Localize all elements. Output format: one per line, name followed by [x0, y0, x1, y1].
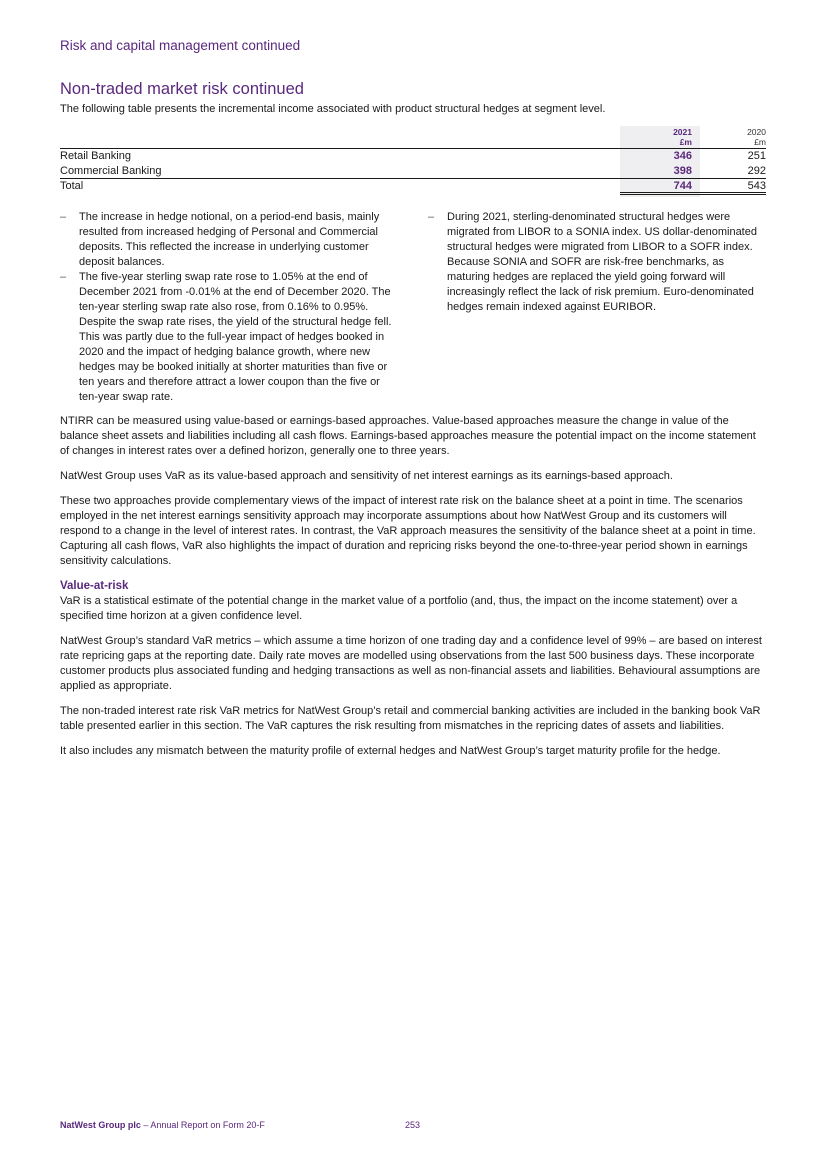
- bullet-item: – The increase in hedge notional, on a period-end basis, mainly resulted from increased hedging of Personal and Commercial deposits. This reflected the increase in underlying customer deposit balances.: [60, 211, 380, 268]
- bullet-dash: –: [60, 211, 67, 223]
- hedge-income-table: [60, 126, 766, 194]
- row-label: Commercial Banking: [60, 164, 162, 177]
- bullet-item: – During 2021, sterling-denominated structural hedges were migrated from LIBOR to a SONIA index. US dollar-denominated structural hedges were migrated from LIBOR to a SOFR index. Because SONIA and SOFR are risk-free benchmarks, as maturing hedges are replaced the yield going forward will increasingly reflect the lack of risk premium. Euro-denominated hedges remain indexed against EURIBOR.: [428, 211, 757, 313]
- bullet-dash: –: [428, 211, 435, 223]
- table-intro: The following table presents the incremental income associated with product structural hedges at segment level.: [60, 103, 606, 115]
- value-2020: 543: [747, 180, 766, 192]
- paragraph: NTIRR can be measured using value-based or earnings-based approaches. Value-based approaches measure the change in value of the balance sheet assets and liabilities including all cash flows. Earnings-based approaches measure the potential impact on the income statement of changes in interest rates over a defined horizon, generally one to three years.: [60, 415, 756, 457]
- table-row: [60, 149, 766, 164]
- value-2020: 292: [747, 164, 766, 177]
- paragraph: NatWest Group’s standard VaR metrics – which assume a time horizon of one trading day and a confidence level of 99% – are based on interest rate repricing gaps at the reporting date. Daily rate moves are modelled using observations from the last 500 business days. These incorporate customer products plus associated funding and hedging transactions as well as non-financial assets and liabilities. Behavioural assumptions are applied as appropriate.: [60, 635, 762, 692]
- bullet-dash: –: [60, 271, 67, 283]
- value-2021: 744: [673, 180, 692, 192]
- row-label: Total: [60, 180, 84, 192]
- bullet-column-left: [60, 210, 400, 405]
- value-2021: 398: [673, 164, 692, 177]
- running-header: Risk and capital management continued: [60, 38, 301, 53]
- table-row: [60, 164, 766, 180]
- paragraph: It also includes any mismatch between the maturity profile of external hedges and NatWest Group’s target maturity profile for the hedge.: [60, 745, 721, 757]
- paragraph: The non-traded interest rate risk VaR metrics for NatWest Group’s retail and commercial banking activities are included in the banking book VaR table presented earlier in this section. The VaR captures the risk resulting from mismatches in the repricing dates of assets and liabilities.: [60, 705, 761, 732]
- footer-doc-title: Annual Report on Form 20-F: [150, 1120, 265, 1130]
- col-header-2020: 2020 £m: [747, 127, 766, 147]
- row-label: Retail Banking: [60, 150, 131, 162]
- bullet-column-right: [428, 210, 766, 315]
- total-rule: [620, 194, 766, 195]
- paragraph: VaR is a statistical estimate of the potential change in the market value of a portfolio (and, thus, the impact on the income statement) over a specified time horizon at a given confidence level.: [60, 595, 738, 622]
- page-number: 253: [405, 1120, 421, 1130]
- table-header: [60, 126, 766, 149]
- bullet-item: – The five-year sterling swap rate rose to 1.05% at the end of December 2021 from -0.01% at the end of December 2020. The ten-year sterling swap rate also rose, from 0.16% to 0.95%. Despite the swap rate rises, the yield of the structural hedge fell. This was partly due to the full-year impact of hedges booked in 2020 and the impact of hedging balance growth, where new hedges may be booked initially at shorter maturities than five or ten years and therefore attract a lower coupon than the five or ten-year swap rate.: [60, 271, 392, 403]
- col-header-2021: 2021 £m: [673, 127, 692, 147]
- paragraph: These two approaches provide complementary views of the impact of interest rate risk on the balance sheet at a point in time. The scenarios employed in the net interest earnings sensitivity approach may incorporate assumptions about how NatWest Group and its customers will respond to a change in the level of interest rates. In contrast, the VaR approach measures the sensitivity of the balance sheet at a point in time. Capturing all cash flows, VaR also highlights the impact of duration and repricing risks beyond the one-to-three-year period shown in earnings sensitivity calculations.: [60, 495, 756, 567]
- total-rule: [620, 192, 766, 193]
- value-2021: 346: [673, 150, 692, 162]
- body-text: [60, 414, 768, 769]
- subheading-value-at-risk: Value-at-risk: [60, 580, 129, 592]
- paragraph: NatWest Group uses VaR as its value-based approach and sensitivity of net interest earnings as its earnings-based approach.: [60, 470, 673, 482]
- section-title: Non-traded market risk continued: [60, 80, 304, 98]
- footer: [60, 1120, 265, 1130]
- footer-separator: –: [140, 1120, 151, 1130]
- footer-brand: NatWest Group plc: [60, 1120, 141, 1130]
- value-2020: 251: [747, 150, 766, 162]
